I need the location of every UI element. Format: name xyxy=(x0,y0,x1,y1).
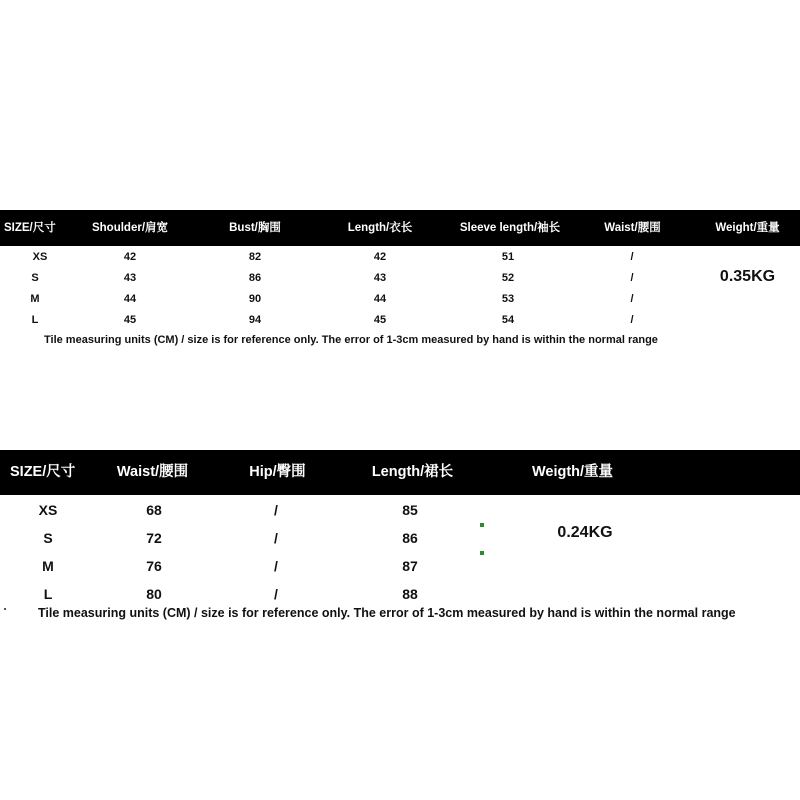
header-size: SIZE/尺寸 xyxy=(10,464,76,480)
weight-value: 0.35KG xyxy=(719,268,776,285)
size-table-top xyxy=(0,210,800,360)
shoulder-cell: 42 xyxy=(123,251,137,263)
size-table-bottom xyxy=(0,450,800,630)
size-cell: S xyxy=(31,272,39,284)
bust-cell: 86 xyxy=(248,272,262,284)
header-length: Length/衣长 xyxy=(347,222,413,234)
header-waist: Waist/腰围 xyxy=(116,464,189,480)
header-size: SIZE/尺寸 xyxy=(4,222,56,234)
sleeve-cell: 53 xyxy=(501,293,515,305)
sleeve-cell: 54 xyxy=(501,314,515,326)
hip-cell: / xyxy=(274,530,278,546)
shoulder-cell: 45 xyxy=(123,314,137,326)
bust-cell: 90 xyxy=(248,293,262,305)
bust-cell: 94 xyxy=(248,314,262,326)
measurement-note: Tile measuring units (CM) / size is for reference only. The error of 1-3cm measured by hand is within the normal range xyxy=(44,334,658,346)
size-cell: L xyxy=(31,314,39,326)
length-cell: 42 xyxy=(373,251,387,263)
shoulder-cell: 44 xyxy=(123,293,137,305)
shoulder-cell: 43 xyxy=(123,272,137,284)
table-header xyxy=(0,450,800,495)
length-cell: 86 xyxy=(402,530,418,546)
length-cell: 43 xyxy=(373,272,387,284)
header-length: Length/裙长 xyxy=(371,464,454,480)
waist-cell: 76 xyxy=(146,558,162,574)
header-sleeve-length: Sleeve length/袖长 xyxy=(459,222,561,234)
table-header xyxy=(0,210,800,246)
length-cell: 44 xyxy=(373,293,387,305)
waist-cell: 68 xyxy=(146,502,162,518)
size-cell: M xyxy=(42,558,54,574)
length-cell: 45 xyxy=(373,314,387,326)
length-cell: 85 xyxy=(402,502,418,518)
waist-cell: / xyxy=(630,293,634,305)
stray-mark-icon xyxy=(4,608,6,610)
waist-cell: / xyxy=(630,314,634,326)
header-weight: Weight/重量 xyxy=(715,222,780,234)
sleeve-cell: 51 xyxy=(501,251,515,263)
length-cell: 87 xyxy=(402,558,418,574)
size-cell: L xyxy=(43,586,53,602)
waist-cell: 80 xyxy=(146,586,162,602)
green-mark-icon xyxy=(480,551,484,555)
length-cell: 88 xyxy=(402,586,418,602)
header-hip: Hip/臀围 xyxy=(249,464,306,480)
size-cell: XS xyxy=(32,251,48,263)
header-bust: Bust/胸围 xyxy=(229,222,281,234)
waist-cell: / xyxy=(630,251,634,263)
green-mark-icon xyxy=(480,523,484,527)
hip-cell: / xyxy=(274,586,278,602)
size-cell: S xyxy=(43,530,53,546)
bust-cell: 82 xyxy=(248,251,262,263)
size-cell: M xyxy=(30,293,40,305)
measurement-note: Tile measuring units (CM) / size is for reference only. The error of 1-3cm measured by hand is within the normal range xyxy=(38,606,736,620)
hip-cell: / xyxy=(274,502,278,518)
size-cell: XS xyxy=(38,502,58,518)
header-weight: Weigth/重量 xyxy=(531,464,614,480)
hip-cell: / xyxy=(274,558,278,574)
header-waist: Waist/腰围 xyxy=(604,222,661,234)
waist-cell: / xyxy=(630,272,634,284)
sleeve-cell: 52 xyxy=(501,272,515,284)
weight-value: 0.24KG xyxy=(557,524,613,541)
waist-cell: 72 xyxy=(146,530,162,546)
header-shoulder: Shoulder/肩宽 xyxy=(91,222,169,234)
